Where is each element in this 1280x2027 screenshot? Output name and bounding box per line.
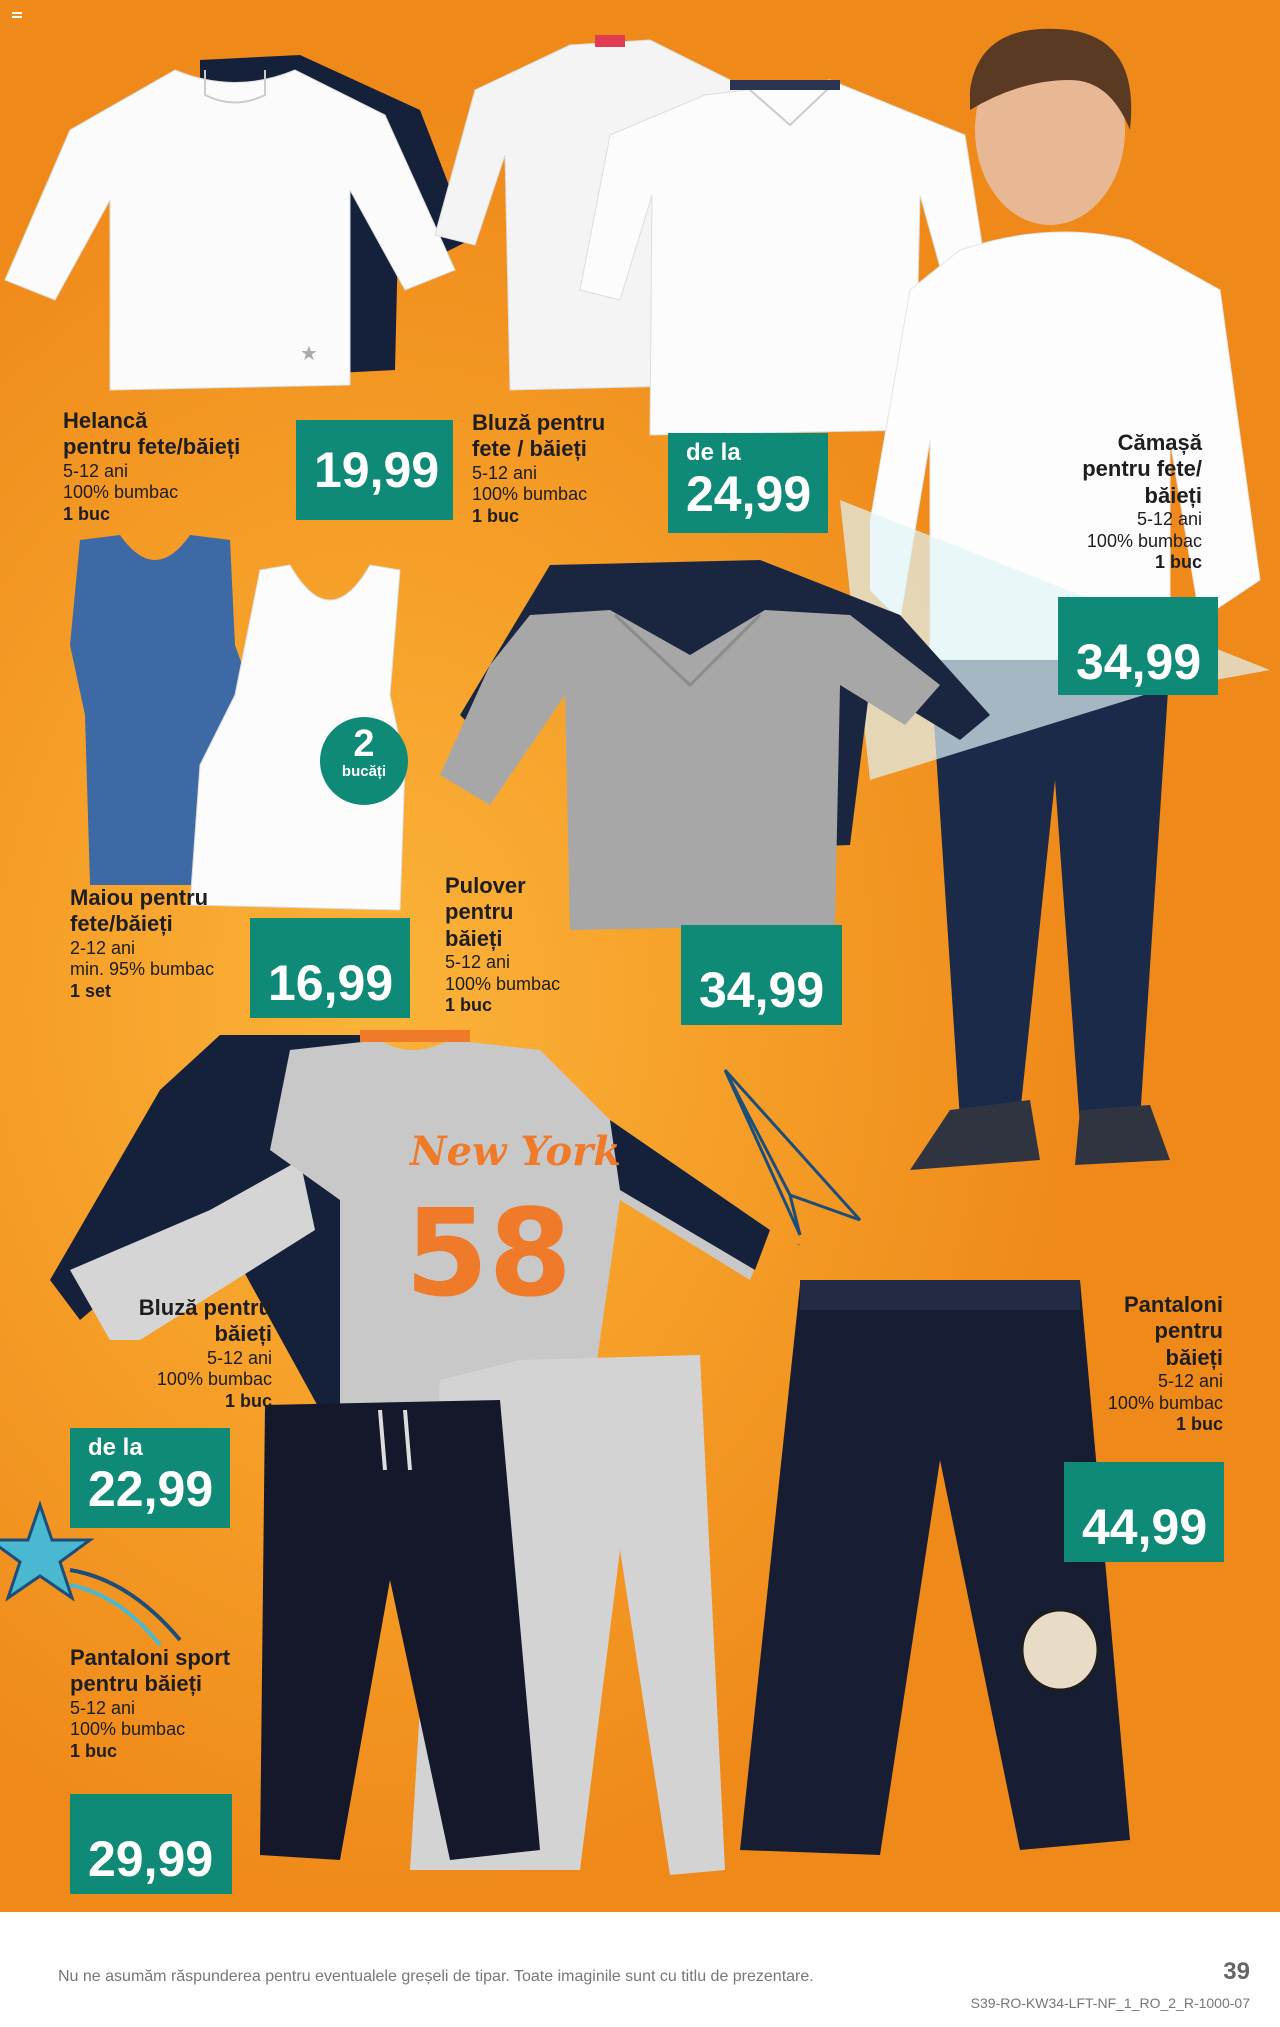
helanca-title-2: pentru fete/băieți	[63, 434, 241, 460]
maiou-quantity-badge	[320, 717, 408, 805]
pantaloni-price-value: 44,99	[1082, 1499, 1208, 1555]
maiou-price-value: 16,99	[268, 955, 394, 1011]
tshirt-script: New York	[410, 1128, 621, 1175]
page-number: 39	[1223, 1958, 1250, 1985]
pulover-title-2: pentru	[445, 899, 514, 925]
pulover-title-3: băieți	[445, 925, 503, 951]
bluza-fb-title-2: fete / băieți	[472, 436, 587, 462]
pantaloni-title-3: băieți	[1165, 1344, 1223, 1370]
pantaloni-title-2: pentru	[1154, 1318, 1223, 1344]
pulover-age: 5-12 ani	[445, 952, 511, 973]
sport-title-2: pentru băieți	[70, 1671, 203, 1697]
bluza-b-description	[139, 1295, 272, 1413]
menu-icon[interactable]	[12, 12, 22, 20]
pantaloni-material: 100% bumbac	[1107, 1392, 1223, 1413]
pulover-price-value: 34,99	[699, 962, 825, 1018]
helanca-qty: 1 buc	[63, 503, 111, 524]
helanca-price-value: 19,99	[314, 442, 440, 498]
svg-text:★: ★	[300, 341, 318, 365]
camasa-age: 5-12 ani	[1136, 509, 1202, 530]
sport-title-1: Pantaloni sport	[70, 1645, 231, 1670]
maiou-age: 2-12 ani	[70, 937, 136, 958]
bluza-b-qty: 1 buc	[224, 1390, 272, 1411]
sport-qty: 1 buc	[70, 1740, 118, 1761]
sport-description	[70, 1645, 230, 1763]
helanca-material: 100% bumbac	[63, 482, 179, 503]
helanca-image	[0, 40, 470, 400]
pantaloni-description	[1108, 1292, 1223, 1436]
sport-age: 5-12 ani	[70, 1697, 136, 1718]
maiou-qty: 1 set	[70, 980, 112, 1001]
pantaloni-title-1: Pantaloni	[1123, 1292, 1223, 1317]
bluza-b-age: 5-12 ani	[206, 1347, 272, 1368]
pantaloni-price	[1064, 1462, 1224, 1562]
maiou-badge-unit: bucăți	[341, 763, 387, 780]
bluza-fb-qty: 1 buc	[472, 505, 520, 526]
pantaloni-image	[740, 1280, 1130, 1880]
sport-material: 100% bumbac	[70, 1719, 186, 1740]
maiou-title-1: Maiou pentru	[70, 885, 209, 910]
bluza-fb-age: 5-12 ani	[472, 462, 538, 483]
camasa-material: 100% bumbac	[1086, 530, 1202, 551]
helanca-description	[63, 408, 240, 526]
tshirt-number: 58	[405, 1185, 572, 1324]
bluza-b-title-1: Bluză pentru	[138, 1295, 272, 1320]
sport-image	[250, 1350, 730, 1912]
camasa-price	[1058, 597, 1218, 695]
camasa-title-1: Cămașă	[1117, 430, 1202, 455]
sport-price-value: 29,99	[88, 1831, 214, 1887]
pulover-material: 100% bumbac	[445, 973, 561, 994]
bluza-fb-price	[668, 433, 828, 533]
maiou-price	[250, 918, 410, 1018]
maiou-material: min. 95% bumbac	[70, 959, 215, 980]
bluza-b-price-value: 22,99	[88, 1461, 214, 1517]
bluza-fb-price-prefix: de la	[686, 439, 741, 466]
pulover-qty: 1 buc	[445, 995, 493, 1016]
pulover-title-1: Pulover	[445, 873, 526, 898]
bluza-b-material: 100% bumbac	[156, 1369, 272, 1390]
maiou-description	[70, 885, 214, 1003]
helanca-age: 5-12 ani	[63, 460, 129, 481]
maiou-badge-number: 2	[353, 723, 375, 765]
helanca-price	[296, 420, 453, 520]
helanca-title-1: Helancă	[63, 408, 148, 433]
bluza-b-title-2: băieți	[214, 1321, 272, 1347]
page-code: S39-RO-KW34-LFT-NF_1_RO_2_R-1000-07	[970, 1995, 1250, 2011]
bluza-fb-title-1: Bluză pentru	[472, 410, 606, 435]
bluza-b-price-prefix: de la	[88, 1434, 143, 1461]
camasa-title-3: băieți	[1144, 482, 1202, 508]
camasa-price-value: 34,99	[1076, 634, 1202, 690]
camasa-title-2: pentru fete/	[1082, 456, 1202, 482]
pantaloni-qty: 1 buc	[1175, 1414, 1223, 1435]
paper-plane-icon	[720, 1065, 870, 1245]
pulover-price	[681, 925, 842, 1025]
disclaimer-text: Nu ne asumăm răspunderea pentru eventualele greșeli de tipar. Toate imaginile sunt cu titlu de prezentare.	[58, 1968, 814, 1985]
bluza-b-price	[70, 1428, 230, 1528]
sport-price	[70, 1794, 232, 1894]
bluza-fb-price-value: 24,99	[686, 466, 812, 522]
bluza-fb-description	[472, 410, 605, 528]
pantaloni-age: 5-12 ani	[1157, 1371, 1223, 1392]
bluza-fb-material: 100% bumbac	[472, 484, 588, 505]
camasa-qty: 1 buc	[1154, 552, 1202, 573]
maiou-title-2: fete/băieți	[70, 911, 173, 937]
camasa-description	[1082, 430, 1202, 574]
pulover-description	[445, 873, 560, 1017]
